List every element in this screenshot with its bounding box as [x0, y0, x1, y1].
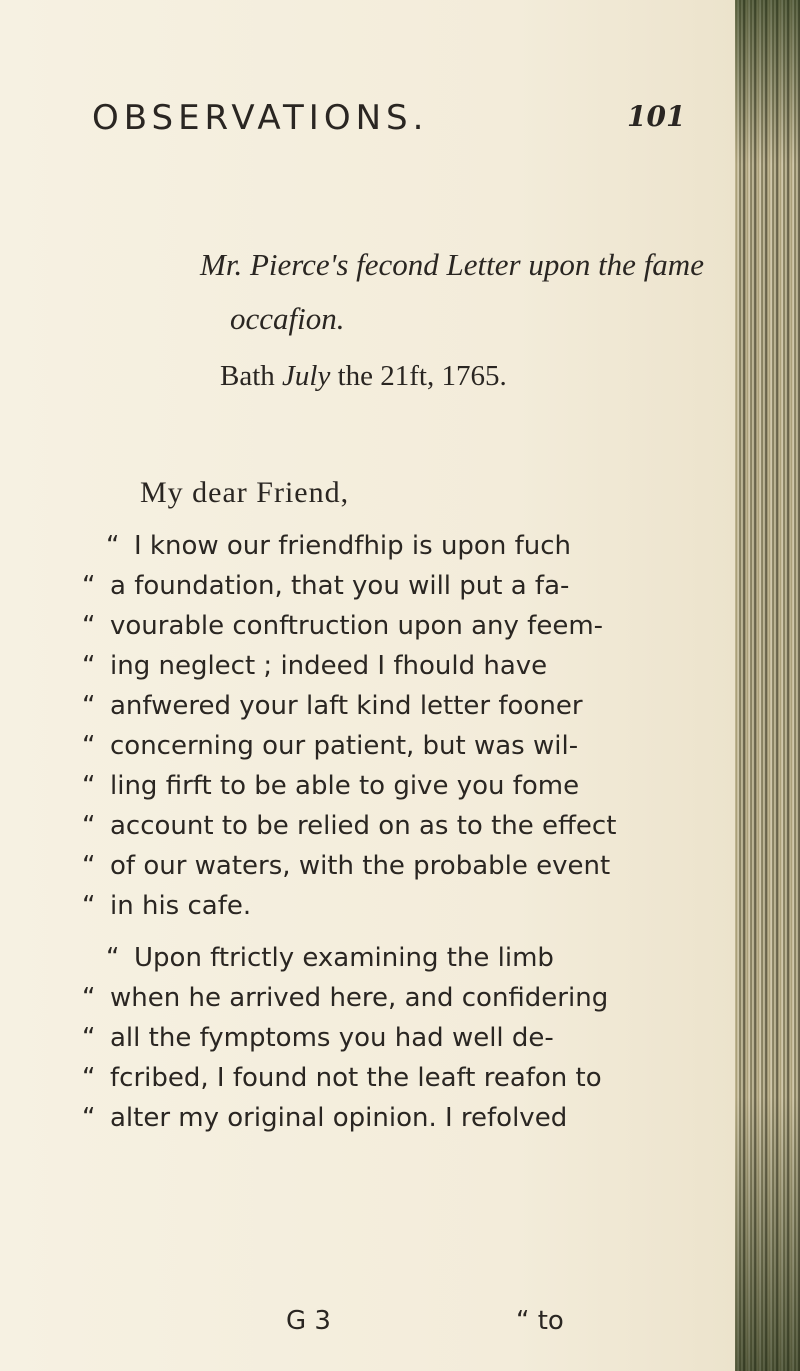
text-line: “ when he arrived here, and confidering	[82, 978, 712, 1018]
quote-mark: “	[82, 731, 96, 761]
quote-mark: “	[82, 651, 96, 681]
quote-mark: “	[82, 571, 96, 601]
dateline-prefix: Bath	[220, 360, 283, 392]
paragraph-1	[82, 526, 712, 926]
quote-mark: “	[82, 983, 96, 1013]
text-line: “ account to be relied on as to the effect	[82, 806, 712, 846]
dateline-month: July	[282, 360, 331, 392]
text-line: “ concerning our patient, but was wil-	[82, 726, 712, 766]
quote-mark: “	[82, 891, 96, 921]
text-line: “ anfwered your laft kind letter fooner	[82, 686, 712, 726]
running-head: OBSERVATIONS.	[92, 98, 429, 138]
quote-mark: “	[106, 943, 120, 973]
quote-mark: “	[82, 1023, 96, 1053]
catchword: “ to	[516, 1306, 564, 1336]
letter-title	[200, 238, 720, 346]
quote-mark: “	[82, 1063, 96, 1093]
text-line: “ I know our friendfhip is upon fuch	[82, 526, 712, 566]
text-line: “ all the fymptoms you had well de-	[82, 1018, 712, 1058]
quote-mark: “	[82, 611, 96, 641]
text-line: “ vourable conftruction upon any feem-	[82, 606, 712, 646]
salutation: My dear Friend,	[140, 476, 350, 509]
quote-mark: “	[82, 1103, 96, 1133]
paragraph-2	[82, 938, 712, 1138]
text-line: “ Upon ftrictly examining the limb	[82, 938, 712, 978]
quote-mark: “	[82, 771, 96, 801]
signature-mark: G 3	[286, 1306, 331, 1336]
text-line: “ of our waters, with the probable event	[82, 846, 712, 886]
quote-mark: “	[82, 811, 96, 841]
text-line: “ a foundation, that you will put a fa-	[82, 566, 712, 606]
text-line: “ in his cafe.	[82, 886, 712, 926]
quote-mark: “	[82, 691, 96, 721]
dateline-suffix: the 21ft, 1765.	[330, 360, 507, 392]
page-number: 101	[627, 100, 686, 133]
text-line: “ ling firft to be able to give you fome	[82, 766, 712, 806]
text-line: “ ing neglect ; indeed I fhould have	[82, 646, 712, 686]
text-line: “ alter my original opinion. I refolved	[82, 1098, 712, 1138]
spine-shadow	[735, 0, 800, 1371]
text-line: “ fcribed, I found not the leaft reafon to	[82, 1058, 712, 1098]
title-line-1: Mr. Pierce's fecond Letter upon the fame	[200, 247, 704, 282]
quote-mark: “	[106, 531, 120, 561]
page-footer	[286, 1306, 686, 1336]
quote-mark: “	[82, 851, 96, 881]
dateline	[220, 360, 507, 393]
title-line-2: occafion.	[230, 301, 345, 336]
